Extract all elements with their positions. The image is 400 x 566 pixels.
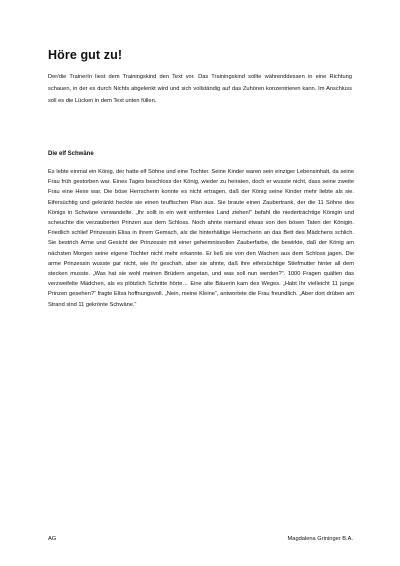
page-footer bbox=[48, 536, 353, 542]
page-title: Höre gut zu! bbox=[48, 48, 123, 62]
footer-left-text: AG bbox=[48, 536, 57, 542]
story-text: Es lebte einmal ein König, der hatte elf Söhne und eine Tochter. Seine Kinder waren sein einziger Lebensinhalt, da seine Frau früh gestorben war. Eines Tages beschloss der König, wieder zu heiraten, doch er wusste nicht, dass seine zweite Frau eine Hexe war. Die böse Herrscherin konnte es nicht ertragen, daß der König seine Kinder mehr liebte als sie. Eifersüchtig und gekränkt heckte sie einen teuflischen Plan aus. Sie braute einen Zaubertrank, der die 11 Söhne des Königs in Schwäne verwandelte. „Ihr sollt in ein weit entferntes Land ziehen!“ befahl die niederträchtige Königin und scheuchte die verzauberten Prinzen aus dem Schloss. Noch ahnte niemand etwas von den bösen Taten der Königin. Friedlich schlief Prinzessin Elisa in ihrem Gemach, als die hinterhältige Herrscherin an das Bett des Mädchens schlich. Sie bestrich Arme und Gesicht der Prinzessin mit einer geheimnisvollen Zauberfarbe, die bewirkte, daß der König am nächsten Morgen seine eigene Tochter nicht mehr erkannte. Er ließ sie von den Wachen aus dem Schloss jagen. Die arme Prinzessin wusste gar nicht, wie ihr geschah, aber sie ahnte, daß ihre eifersüchtige Stiefmutter hinter all dem stecken musste. „Was hat sie wohl meinen Brüdern angetan, und was soll nun werden?“. 1000 Fragen quälten das verzweifelte Mädchen, als es plötzlich Schritte hörte… Eine alte Bäuerin kam des Weges. „Habt Ihr vielleicht 11 junge Prinzen gesehen?“ fragte Elisa hoffnungsvoll. „Nein, meine Kleine“, antwortete die Frau freundlich. „Aber dort drüben am Strand sind 11 gekrönte Schwäne.“ bbox=[48, 169, 354, 308]
footer-author: Magdalena Grininger B.A. bbox=[287, 536, 353, 542]
instruction-paragraph: Der/die TrainerIn liest dem Trainingskind den Text vor. Das Trainingskind sollte währenddessen in eine Richtung schauen, in der es durch Nichts abgelenkt wird und sich vollständig auf das Zuhören konzentrieren kann. Im Anschluss soll es die Lücken in dem Text unten füllen. bbox=[48, 74, 352, 104]
story-title: Die elf Schwäne bbox=[48, 151, 94, 157]
